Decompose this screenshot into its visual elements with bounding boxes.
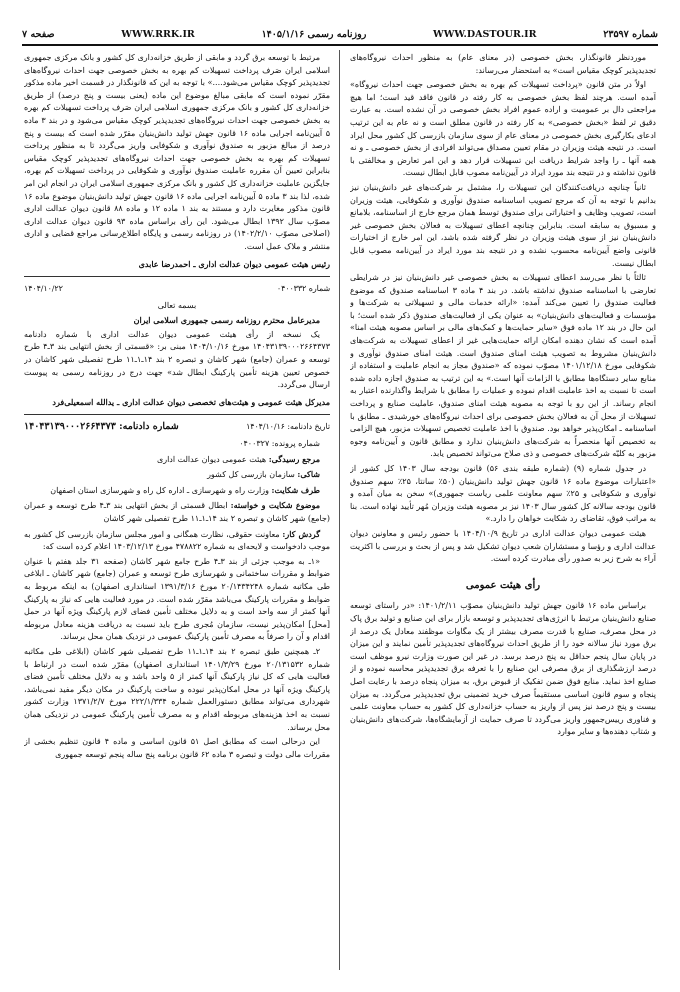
section-title: رأی هیئت عمومی — [465, 579, 541, 591]
rrk-link[interactable]: WWW.RRK.IR — [121, 28, 195, 40]
page-number: صفحه ۷ — [22, 28, 55, 40]
subject-label: موضوع شکایت و خواسته: — [230, 500, 320, 511]
left-column — [24, 52, 330, 970]
report-value: معاونت حقوقی، نظارت همگانی و امور مجلس سازمان بازرسی کل کشور به موجب دادخواست و لایحه‌ای به شماره ۴۷۸۸۲۲ مورخ ۱۴۰۳/۱۲/۱۳ اعلام کرده است که: — [24, 529, 330, 552]
verdict-date: تاریخ دادنامه: ۱۴۰۴/۱۰/۱۶ — [246, 422, 330, 432]
report-label: گردش کار: — [282, 528, 321, 539]
defendant-line — [24, 484, 330, 498]
reference-value: هیئت عمومی دیوان عدالت اداری — [156, 454, 267, 464]
paragraph: این درحالی است که مطابق اصل ۵۱ قانون اساسی و ماده ۴ قانون تنظیم بخشی از مقررات مالی دولت و تبصره ۳ ماده ۶۲ قانون برنامه پنج ساله پنجم توسعه جمهوری — [24, 737, 330, 759]
paragraph: موردنظر قانونگذار، بخش خصوصی (در معنای عام) به منظور احداث نیروگاه‌های تجدیدپذیر کوچک مقیاس است» به استحضار می‌رساند: — [350, 53, 656, 75]
plaintiff-line — [24, 468, 330, 482]
subject-value: ابطال قسمتی از بخش انتهایی بند ۳ـ۴ طرح توسعه و عمران (جامع) شهر کاشان و تبصره ۲ بند ۱۴ـ۱ـ۱۱ طرح تفصیلی شهر کاشان — [24, 501, 330, 523]
signature: رئیس هیئت عمومی دیوان عدالت اداری ـ احمدرضا عابدی — [138, 258, 330, 269]
letter-number: شماره ۰۴۰۰۳۳۲ — [276, 284, 330, 294]
right-column — [350, 52, 656, 970]
signature: مدیرکل هیئت عمومی و هیئت‌های تخصصی دیوان عدالت اداری ـ یدالله اسمعیلی‌فرد — [52, 396, 330, 407]
paragraph: هیئت عمومی دیوان عدالت اداری در تاریخ ۱۴۰۴/۱۰/۹ با حضور رئیس و معاونین دیوان عدالت اداری و رؤسا و مستشاران شعب دیوان تشکیل شد و پس از بحث و بررسی با اکثریت آراء به شرح زیر به صدور رأی مبادرت کرده است. — [350, 528, 656, 564]
letter-number-row — [24, 283, 330, 296]
verdict-meta-row — [24, 421, 330, 434]
column-divider — [339, 50, 340, 970]
issue-number: شماره ۲۳۵۹۷ — [603, 28, 658, 40]
bismillah: بسمه تعالی — [157, 300, 197, 310]
reference-label: مرجع رسیدگی: — [268, 453, 320, 464]
defendant-label: طرف شکایت: — [271, 484, 320, 495]
divider — [24, 276, 330, 277]
paragraph: براساس ماده ۱۶ قانون جهش تولید دانش‌بنیان مصوّب ۱۴۰۱/۲/۱۱: «در راستای توسعه صنایع دانش‌بنیان مرتبط با انرژی‌های تجدیدپذیر و توسعه بازار برای این صنایع و تولید برق پاک در محل مصرف، صنایع با قدرت مصرف بیشتر از یک مگاوات موظفند معادل یک درصد از برق مورد نیاز سالانه خود را از طریق احداث نیروگاه‌های تجدیدپذیر تأمین نمایند و این میزان در پایان سال پنجم حداقل به پنج درصد برسد. در غیر این صورت وزارت نیرو موظف است درصد ارزشگذاری از برق مصرفی این صنایع را با تعرفه برق تجدیدپذیر محاسبه نموده و از صنایع اخذ نماید. منابع فوق ضمن تفکیک از قبوض برق، به میزان پنجاه درصد با رعایت اصل پنجاه و سوم قانون اساسی مستقیماً صرف خرید تضمینی برق تجدیدپذیر می‌گردد. به میزان بیست و پنج درصد نیز پس از واریز به حساب خزانه‌داری کل کشور به حساب معاونت علمی و فناوری رییس‌جمهور واریز می‌گردد تا صرف حمایت از آزمایشگاه‌ها، شرکت‌های دانش‌بنیان و شتاب دهنده‌ها و سایر موارد — [350, 601, 656, 737]
paragraph: ثانیاً چنانچه دریافت‌کنندگان این تسهیلات را، مشتمل بر شرکت‌های غیر دانش‌بنیان نیز بدانیم با توجه به آن که مرجع تصویب اساسنامه صندوق نوآوری و شکوفایی، هیئت وزیران است، تصویب وظایف و اختیاراتی برای صندوق توسط همان مرجع خارج از اساسنامه، بلامانع و مسبوق به سابقه است. بنابراین چنانچه اعطای تسهیلات به فعالان بخش خصوصی غیر دانش‌بنیان نیز از سوی هیئت وزیران در نظر گرفته شده باشد، این امر خارج از اختیارات قانونی واضع آیین‌نامه محسوب نشده و در نتیجه بند مورد ایراد در آیین‌نامه مصوب قابل ابطال نیست. — [350, 182, 656, 268]
reference-line — [24, 453, 330, 467]
case-number: شماره پرونده: ۰۴۰۰۳۲۷ — [239, 439, 320, 449]
paragraph: مرتبط با توسعه برق گردد و مابقی از طریق خزانه‌داری کل کشور و بانک مرکزی جمهوری اسلامی ایران صَرف پرداخت تسهیلات کم بهره به بخش خصوصی جهت احداث نیروگاه‌های تجدیدپذیر کوچک مقیاس می‌شود....» با توجه به این که قانونگذار در قسمت اخیر ماده مذکور مقرّر نموده است که مابقی مبالغ موضوع این ماده (یعنی بیست و پنج درصد) از طریق خزانه‌داری کل کشور و بانک مرکزی جمهوری اسلامی ایران صَرف پرداخت تسهیلات کم بهره به بخش خصوصی جهت احداث نیروگاه‌های تجدیدپذیر کوچک مقیاس می‌شود و در بند ۳ ماده ۵ آیین‌نامه اجرایی ماده ۱۶ قانون جهش تولید دانش‌بنیان مقرّر شده است که بیست و پنج درصد از مبالغ مزبور به صندوق نوآوری و شکوفایی واریز می‌گردد تا به منظور پرداخت تسهیلات کم بهره به بخش خصوصی جهت احداث نیروگاه‌های تجدیدپذیر کوچک مقیاس بنابراین تعیین آن مقرره عاملیت صندوق نوآوری و شکوفایی در پرداخت تسهیلات کم بهره، جایگزین عاملیت خزانه‌داری کل کشور و بانک مرکزی جمهوری اسلامی ایران در انجام این امر شده، لذا بند ۳ ماده ۵ آیین‌نامه اجرایی ماده ۱۶ قانون جهش تولید دانش‌بنیان موضوع ماده ۱۶ قانون مذکور مغایرت دارد و مستند به بند ۱ ماده ۱۲ و ماده ۸۸ قانون دیوان عدالت اداری مصوّب سال ۱۳۹۲ ابطال می‌شود. این رأی براساس ماده ۹۳ قانون دیوان عدالت اداری (اصلاحی مصوّب ۱۴۰۲/۲/۱۰) در روزنامه رسمی و پایگاه اطلاع‌رسانی مراجع قضایی و اداری منتشر و ملاک عمل است. — [24, 53, 330, 251]
report-line — [24, 528, 330, 554]
header-rule — [22, 44, 658, 46]
defendant-value: وزارت راه و شهرسازی ـ اداره کل راه و شهرسازی استان اصفهان — [50, 485, 269, 495]
paragraph: ۲ـ همچنین طبق تبصره ۲ بند ۱۴ـ۱ـ۱۱ طرح تفصیلی شهر کاشان (ابلاغی طی مکاتبه شماره ۲۰/۱۳۱۵۳۲ مورخ ۱۴۰۱/۳/۲۹ استانداری اصفهان) مقرّر شده است در ارتباط با فعالیت هایی که کل نیاز پارکینگ آنها کمتر از ۵ واحد باشد و به دلایل مختلف تأمین فضای پارکینگ ویژه آنها در محل امکان‌پذیر نبوده و ساخت پارکینگ در مکان دیگر مفید نمی‌باشد، شهرداری می‌تواند مطابق دستورالعمل شماره ۲۲۲/۱/۳۳۴ مورخ ۱۳۷۱/۲/۷ وزارت کشور نسبت به اخذ هزینه‌های مربوطه اقدام و به مصرف تأمین پارکینگ عمومی در نزدیکی همان محل برساند. — [24, 646, 330, 732]
page-header — [22, 26, 658, 42]
paragraph: اولاً در متن قانون «پرداخت تسهیلات کم بهره به بخش خصوصی جهت احداث نیروگاه» آمده است. هرچند لفظ بخش خصوصی به کار رفته در قانون فاقد قید است؛ اما هیچ مراجعتی دال بر عمومیت و اراده عموم افراد بخش خصوصی در آن نشده است. به عبارت دقیق تر لفظ «بخش خصوصی» به کار رفته در قانون مطلق است و نه عام به این ترتیب ادعای بکارگیری بخش خصوصی در معنای عام از سوی سازمان بازرسی کل کشور محل ایراد است. در نتیجه هیئت وزیران در مقام تعیین مصداق می‌تواند افرادی از بخش خصوصی ـ و نه همه آنها ـ را واجد شرایط دریافت این تسهیلات قرار دهد و این امر تعارض و مخالفتی با قانون نداشته و در نتیجه بند مورد ایراد در آیین‌نامه مصوب قابل ابطال نیست. — [350, 80, 656, 178]
gazette-date: روزنامه رسمی ۱۴۰۵/۱/۱۶ — [261, 28, 367, 40]
addressee: مدیرعامل محترم روزنامه رسمی جمهوری اسلامی ایران — [133, 315, 320, 326]
verdict-number: شماره دادنامه: ۱۴۰۴۳۱۳۹۰۰۰۲۶۶۴۳۷۳ — [24, 421, 179, 433]
subject-line — [24, 499, 330, 525]
dastour-link[interactable]: WWW.DASTOUR.IR — [433, 28, 537, 40]
paragraph: «۱ـ به موجب جزئی از بند ۳ـ۴ طرح جامع شهر کاشان (صفحه ۳۱ جلد هفتم با عنوان ضوابط و مقررات ساختمانی و شهرسازی طرح توسعه و عمران (جامع) شهر کاشان ـ ابلاغی طی مکاتبه شماره ۲۰/۱۴۳۴۲۴۸ مورخ ۱۳۹۱/۳/۱۶ استانداری اصفهان) به اینکه مربوط به ضوابط و مقررات پارکینگ می‌باشد مقرّر شده است. در مورد فعالیت هایی که نیاز به پارکینگ آنها کمتر از سه واحد است و به دلایل مختلف تأمین فضای لازم پارکینگ ویژه آنها در حمل [محل] امکان‌پذیر نیست، سازمان مُجری طرح باید نسبت به دریافت هزینه معادل مربوطه اقدام و آن را صرفاً به مصرف تأمین پارکینگ عمومی در نزدیک همان محل برساند. — [24, 556, 330, 642]
letter-date: ۱۴۰۴/۱۰/۲۲ — [24, 284, 63, 294]
plaintiff-value: سازمان بازرسی کل کشور — [207, 470, 295, 480]
plaintiff-label: شاکی: — [297, 469, 320, 480]
divider — [24, 414, 330, 415]
paragraph: یک نسخه از رأی هیئت عمومی دیوان عدالت اداری با شماره دادنامه ۱۴۰۴۳۱۳۹۰۰۰۲۶۶۴۳۷۳ مورخ ۱۴۰۴/۱۰/۱۶ مبنی بر: «قسمتی از بخش انتهایی بند ۳ـ۴ طرح توسعه و عمران (جامع) شهر کاشان و تبصره ۲ بند ۱۴ـ۱ـ۱۱ طرح تفصیلی شهر کاشان در خصوص تعیین هزینه تأمین پارکینگ ابطال شد» جهت درج در روزنامه رسمی به پیوست ارسال می‌گردد. — [24, 329, 330, 390]
paragraph: در جدول شماره (۹) (شماره طبقه بندی ۵۶) قانون بودجه سال ۱۴۰۳ کل کشور از «اعتبارات موضوع ماده ۱۶ قانون جهش تولید دانش‌بنیان (۵۰٪ سانتا، ۲۵٪ سهم صندوق نوآوری و شکوفایی و ۲۵٪ سهم معاونت علمی ریاست جمهوری)» سخن به میان آمده و قانون بودجه سالانه کل کشور سال ۱۴۰۳ نیز بر مصوبه هیئت وزیران مُهر تأیید نهاده است. بنا به مراتب فوق، تقاضای رد شکایت خواهان را دارد.» — [350, 464, 656, 524]
paragraph: ثالثاً با نظر می‌رسد اعطای تسهیلات به بخش خصوصی غیر دانش‌بنیان نیز در شرایطی تعارضی با اساسنامه صندوق نداشته باشد. در بند ۴ ماده ۳ اساسنامه صندوق که موضوع فعالیت صندوق را تعیین می‌کند آمده: «ارائه خدمات مالی و تسهیلاتی به شرکت‌ها و مؤسسات و فعالیت‌های دانش‌بنیان» به عنوان یکی از فعالیت‌های صندوق ذکر شده است؛ با این حال در بند ۱۲ ماده فوق «سایر حمایت‌ها و کمک‌های مالی بر اساس مصوبه هیئت امنا» آمده است که نشان دهنده امکان ارائه حمایت‌هایی غیر از اعطای تسهیلات به شرکت‌های دانش‌بنیان مشروط به تصویب هیئت امنای صندوق است. هیئت امنای صندوق نوآوری و شکوفایی مورخ ۱۴۰۱/۱۲/۱۸ مصوّب نموده که «صندوق مجاز به انجام عاملیت و استفاده از منابع سایر دستگاه‌ها مطابق با الزامات آنها است.» به این ترتیب به صندوق اجازه داده شده است تا نسبت به اخذ عاملیت اقدام نموده و عملیات را مطابق با شرایط واگذارنده اعتبار به انجام رساند. از این رو با توجه به مصوبه هیئت امنای صندوق، عاملیت صنایع و پرداخت تسهیلات از محل آن به فعالان بخش خصوصی برای احداث نیروگاه‌های خورشیدی ـ مطابق با اساسنامه ـ امکان‌پذیر خواهد بود. صندوق با اخذ عاملیت تخصیص تسهیلات مزبور، هیچ الزامی به تخصیص آنها منحصراً به شرکت‌های دانش‌بنیان ندارد و مطابق قانون و آیین‌نامه وجوه مزبور به کلیّه شرکت‌های خصوصی و ذی صلاح می‌تواند تخصیص یابد. — [350, 273, 656, 459]
